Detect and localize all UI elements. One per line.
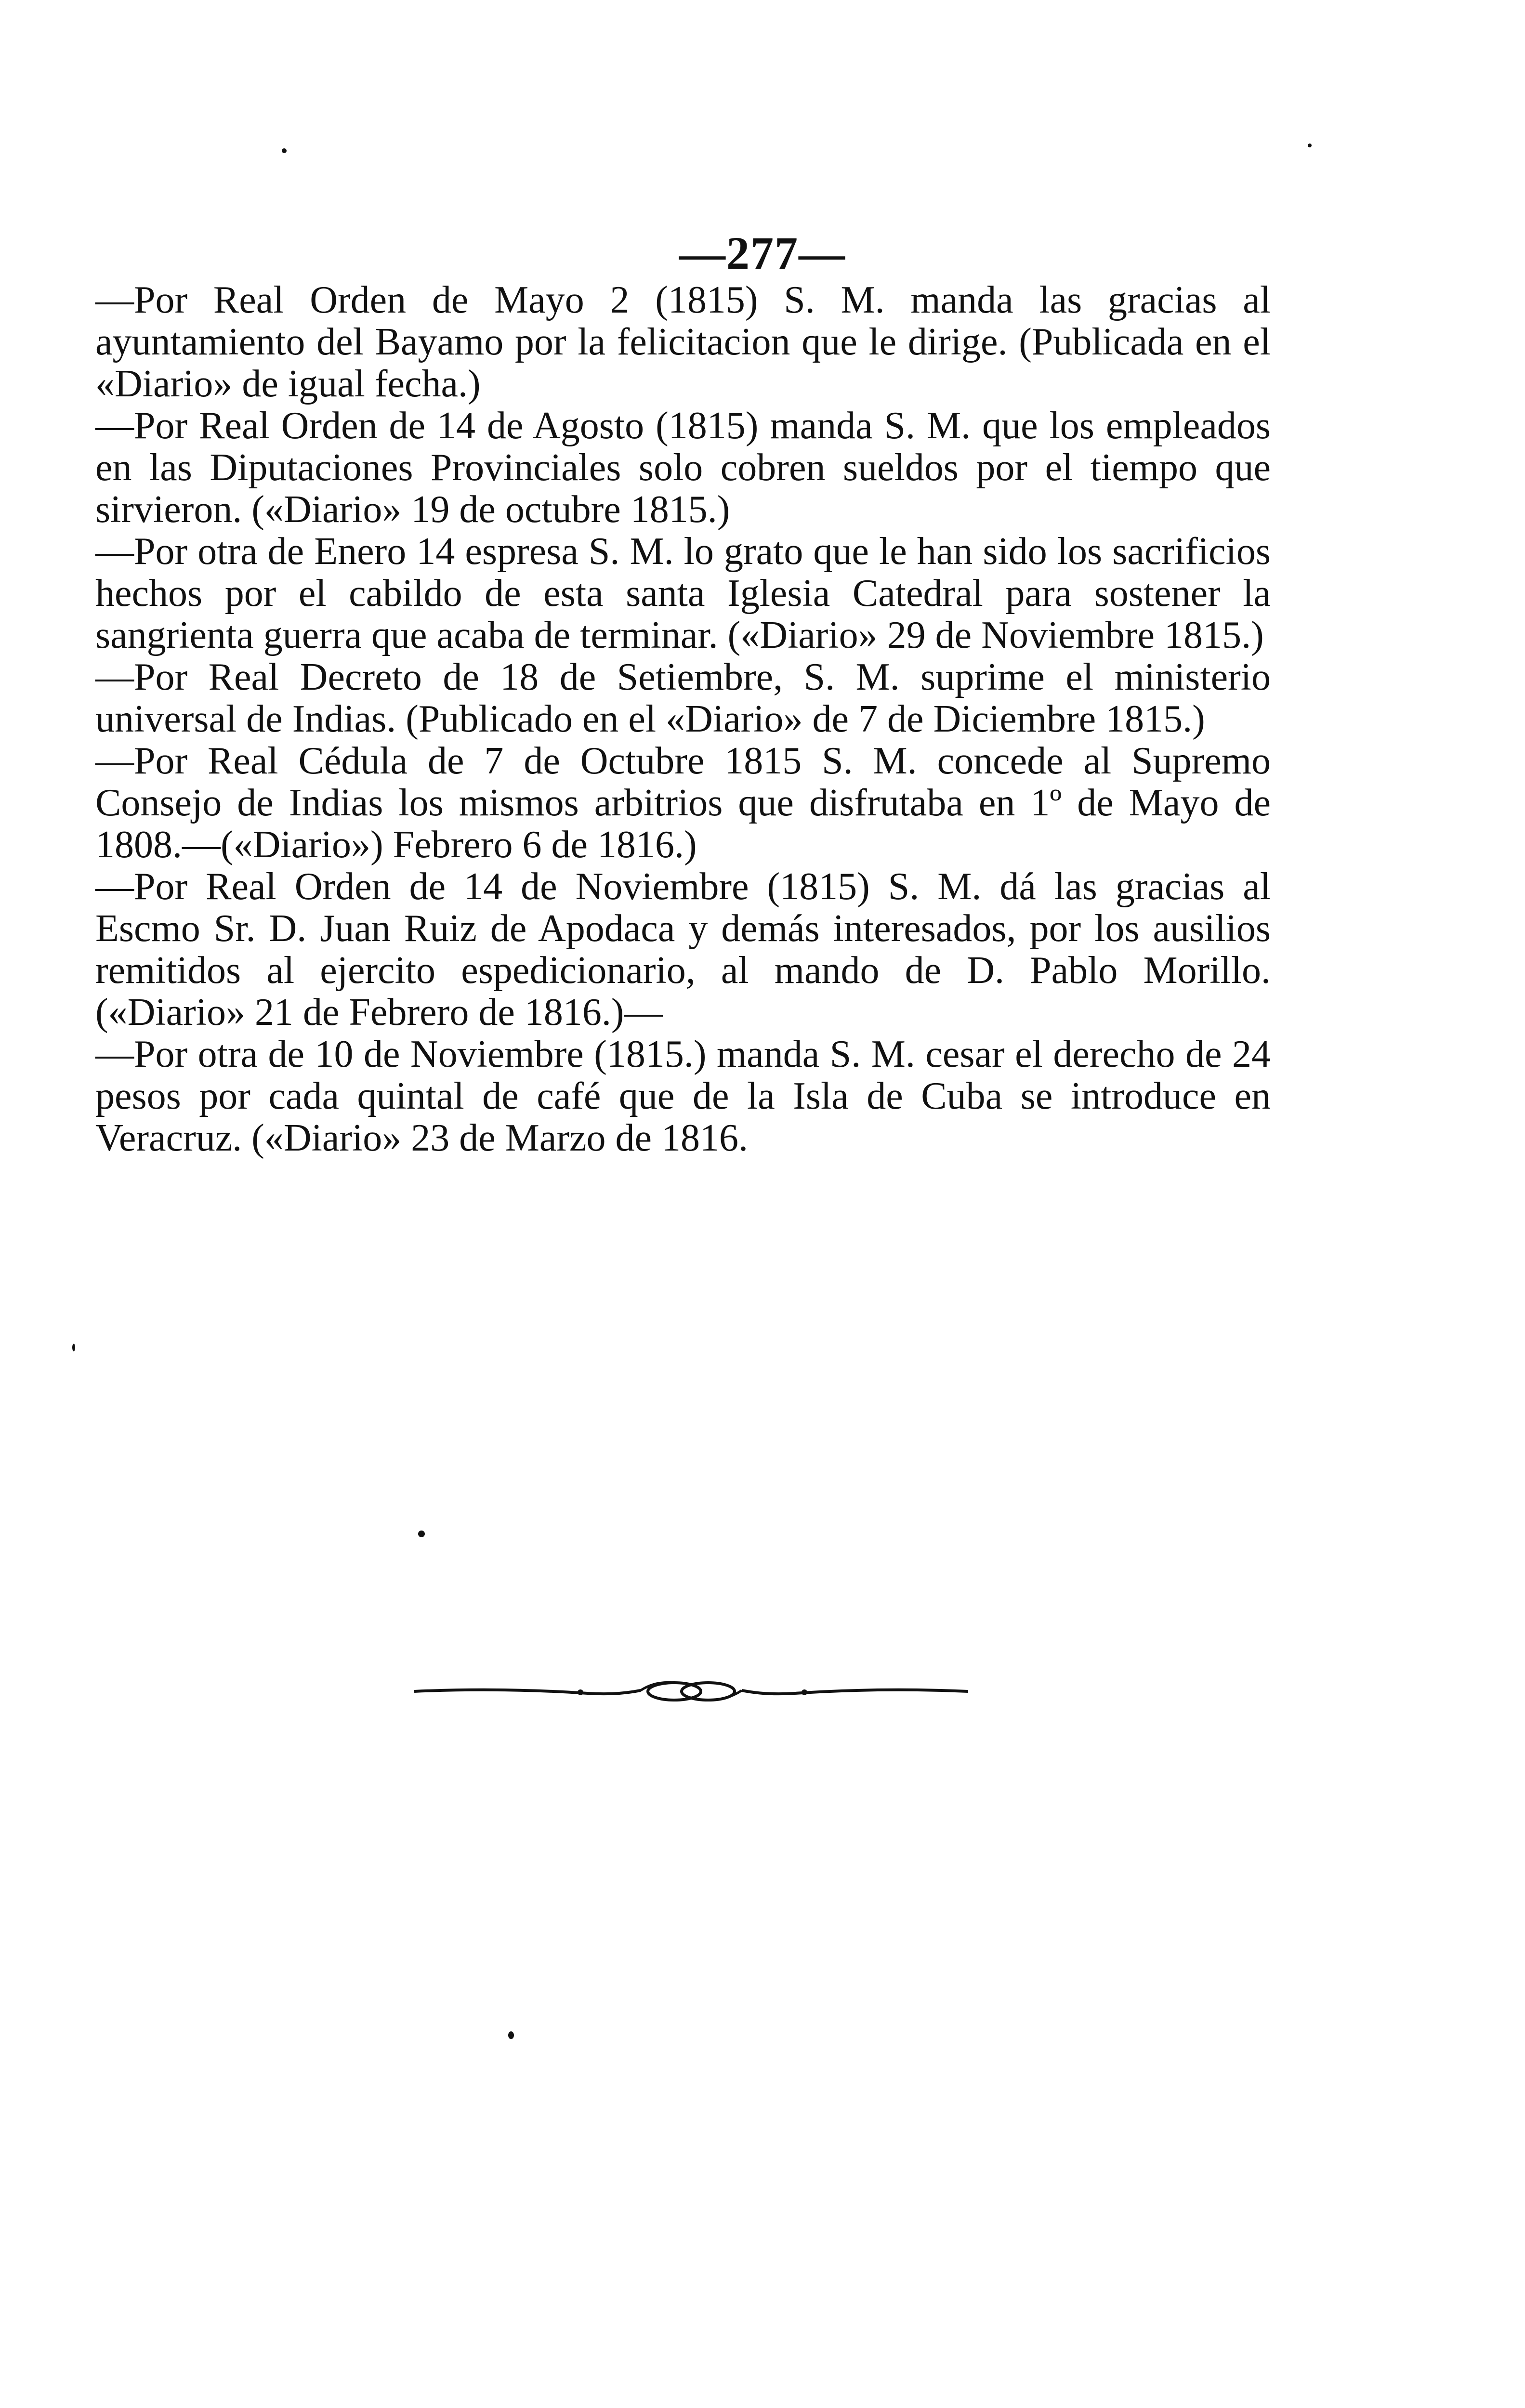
entry-7: —Por otra de 10 de Noviembre (1815.) manda S. M. cesar el derecho de 24 pesos por cada quintal de café que de la Isla de Cuba se introduce en Veracruz. («Diario» 23 de Marzo de 1816. [95,1033,1271,1159]
print-speck [508,2031,514,2039]
entry-2: —Por Real Orden de 14 de Agosto (1815) manda S. M. que los empleados en las Diputaciones Provinciales solo cobren sueldos por el tiempo que sirvieron. («Diario» 19 de octubre 1815.) [95,405,1271,531]
print-speck [1308,144,1312,147]
entry-1: —Por Real Orden de Mayo 2 (1815) S. M. manda las gracias al ayuntamiento del Bayamo por la felicitacion que le dirige. (Publicada en el «Diario» de igual fecha.) [95,279,1271,405]
entry-4: —Por Real Decreto de 18 de Setiembre, S. M. suprime el ministerio universal de Indias. (Publicado en el «Diario» de 7 de Diciembre 1815.) [95,656,1271,740]
body-text [95,279,1271,1159]
decorative-divider-icon [414,1671,968,1710]
entry-5: —Por Real Cédula de 7 de Octubre 1815 S. M. concede al Supremo Consejo de Indias los mismos arbitrios que disfrutaba en 1º de Mayo de 1808.—(«Diario») Febrero 6 de 1816.) [95,740,1271,866]
print-speck [418,1531,425,1537]
entry-6: —Por Real Orden de 14 de Noviembre (1815) S. M. dá las gracias al Escmo Sr. D. Juan Ruiz de Apodaca y demás interesados, por los ausilios remitidos al ejercito espedicionario, al mando de D. Pablo Morillo. («Diario» 21 de Febrero de 1816.)— [95,865,1271,1034]
print-speck [282,148,287,153]
page-number: —277— [679,227,846,279]
print-speck [72,1344,75,1351]
entry-3: —Por otra de Enero 14 espresa S. M. lo grato que le han sido los sacrificios hechos por el cabildo de esta santa Iglesia Catedral para sostener la sangrienta guerra que acaba de terminar. («Diario» 29 de Noviembre 1815.) [95,530,1271,656]
